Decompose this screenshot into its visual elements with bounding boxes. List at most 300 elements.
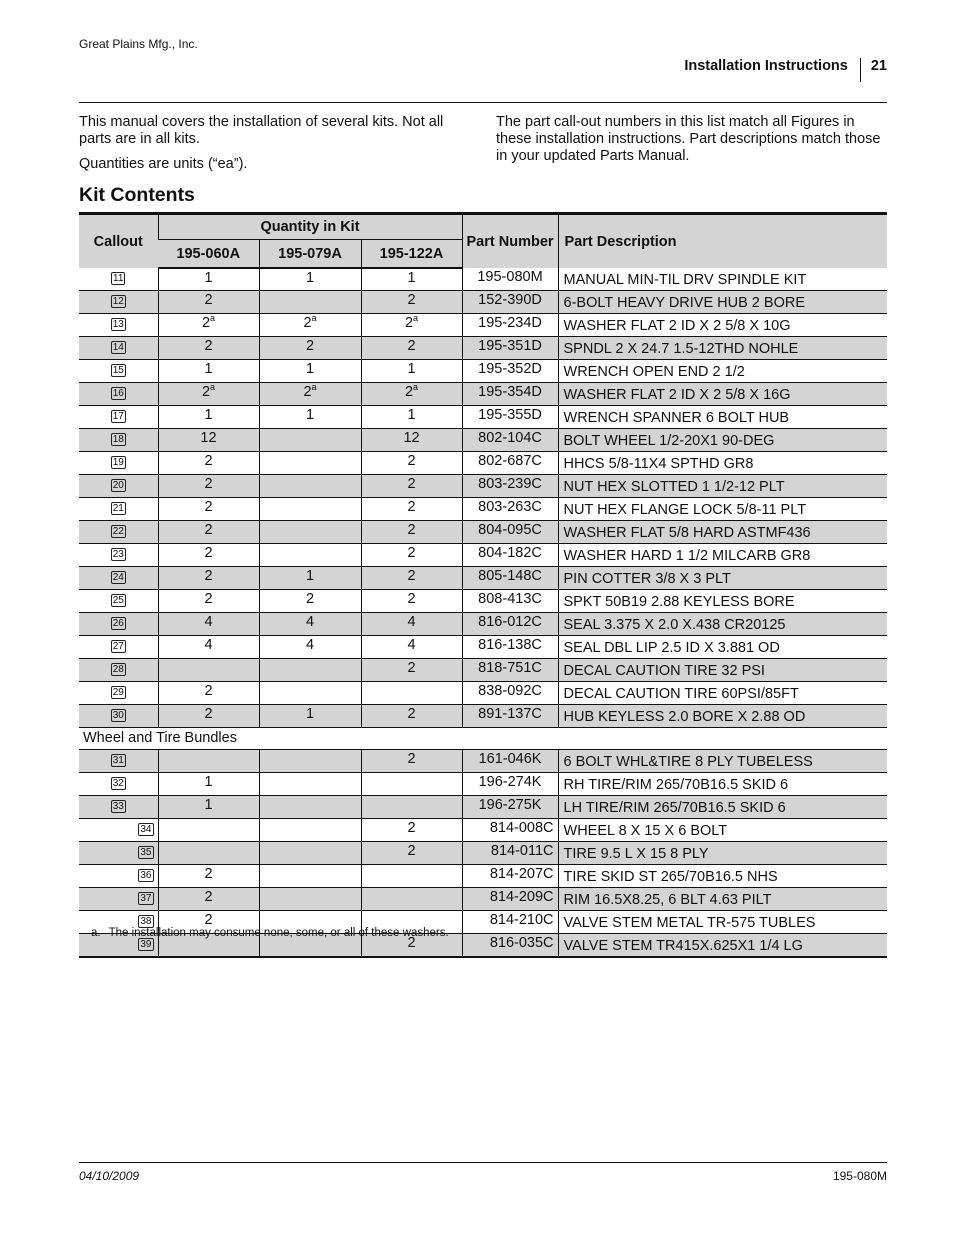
quantity-cell bbox=[158, 888, 259, 911]
table-row bbox=[79, 314, 887, 337]
callout-cell bbox=[79, 796, 158, 819]
header-kit-195-060a: 195-060A bbox=[158, 240, 259, 269]
description-cell bbox=[558, 819, 887, 842]
callout-number: 12 bbox=[112, 296, 124, 307]
quantity-cell bbox=[259, 406, 361, 429]
callout-cell bbox=[79, 590, 158, 613]
quantity-value: 4 bbox=[407, 637, 416, 653]
quantity-cell bbox=[158, 682, 259, 705]
quantity-cell bbox=[158, 383, 259, 406]
description-cell bbox=[558, 659, 887, 682]
table-row bbox=[79, 796, 887, 819]
quantity-value: 1 bbox=[204, 361, 213, 377]
description-cell bbox=[558, 360, 887, 383]
quantity-cell bbox=[158, 429, 259, 452]
header-kit-195-079a: 195-079A bbox=[259, 240, 361, 269]
quantity-value: 2 bbox=[204, 889, 213, 905]
quantity-value: 4 bbox=[204, 637, 213, 653]
quantity-cell bbox=[361, 865, 462, 888]
quantity-cell bbox=[361, 452, 462, 475]
part-description: MANUAL MIN-TIL DRV SPINDLE KIT bbox=[563, 272, 807, 288]
description-cell bbox=[558, 590, 887, 613]
header-kit-195-122a: 195-122A bbox=[361, 240, 462, 269]
quantity-cell bbox=[259, 360, 361, 383]
quantity-cell bbox=[158, 842, 259, 865]
callout-cell bbox=[79, 452, 158, 475]
quantity-cell bbox=[158, 544, 259, 567]
callout-cell bbox=[79, 521, 158, 544]
part-description: SEAL 3.375 X 2.0 X.438 CR20125 bbox=[563, 617, 786, 633]
part-number-cell: 802-104C bbox=[462, 429, 558, 452]
part-description: WASHER FLAT 2 ID X 2 5/8 X 16G bbox=[563, 387, 791, 403]
callout-number: 27 bbox=[112, 641, 124, 652]
callout-cell bbox=[79, 819, 158, 842]
quantity-cell bbox=[361, 360, 462, 383]
quantity-value: 2 bbox=[407, 935, 416, 951]
part-number-cell: 818-751C bbox=[462, 659, 558, 682]
description-cell bbox=[558, 911, 887, 934]
callout-number: 19 bbox=[112, 457, 124, 468]
intro-paragraph: The part call-out numbers in this list match all Figures in these installation instructions. Part descriptions match those in your updated Parts Manual. bbox=[496, 114, 881, 164]
quantity-value: 12 bbox=[403, 430, 420, 446]
quantity-value: 2 bbox=[407, 591, 416, 607]
quantity-cell bbox=[259, 705, 361, 728]
callout-number: 13 bbox=[112, 319, 124, 330]
footnote-marker: a bbox=[413, 313, 419, 324]
part-description: WRENCH SPANNER 6 BOLT HUB bbox=[563, 410, 790, 426]
quantity-value: 2 bbox=[204, 706, 213, 722]
part-description: SPNDL 2 X 24.7 1.5-12THD NOHLE bbox=[563, 341, 799, 357]
description-cell bbox=[558, 796, 887, 819]
quantity-value: 1 bbox=[305, 270, 315, 286]
quantity-cell bbox=[361, 268, 462, 291]
part-description: 6-BOLT HEAVY DRIVE HUB 2 BORE bbox=[563, 295, 805, 311]
part-number-cell: 195-234D bbox=[462, 314, 558, 337]
quantity-value: 1 bbox=[204, 407, 213, 423]
callout-number: 22 bbox=[112, 526, 124, 537]
description-cell bbox=[558, 452, 887, 475]
part-number-cell: 802-687C bbox=[462, 452, 558, 475]
callout-number: 30 bbox=[112, 710, 124, 721]
part-description: DECAL CAUTION TIRE 60PSI/85FT bbox=[563, 686, 799, 702]
quantity-value: 2 bbox=[204, 545, 213, 561]
callout-cell bbox=[79, 498, 158, 521]
description-cell bbox=[558, 636, 887, 659]
quantity-cell bbox=[361, 521, 462, 544]
description-cell bbox=[558, 521, 887, 544]
quantity-value: 2 bbox=[407, 499, 416, 515]
quantity-value: 1 bbox=[204, 774, 213, 790]
table-row bbox=[79, 750, 887, 773]
quantity-value: 1 bbox=[305, 706, 315, 722]
table-row bbox=[79, 865, 887, 888]
part-description: BOLT WHEEL 1/2-20X1 90-DEG bbox=[563, 433, 775, 449]
callout-number: 33 bbox=[112, 801, 124, 812]
part-number-cell: 152-390D bbox=[462, 291, 558, 314]
quantity-cell bbox=[158, 750, 259, 773]
quantity-value: 1 bbox=[305, 361, 315, 377]
quantity-cell bbox=[158, 613, 259, 636]
callout-cell bbox=[79, 291, 158, 314]
part-description: PIN COTTER 3/8 X 3 PLT bbox=[563, 571, 731, 587]
part-description: WASHER HARD 1 1/2 MILCARB GR8 bbox=[563, 548, 811, 564]
quantity-cell bbox=[259, 842, 361, 865]
quantity-cell bbox=[158, 705, 259, 728]
callout-cell bbox=[79, 613, 158, 636]
intro-paragraph: Quantities are units (“ea”). bbox=[79, 156, 248, 172]
quantity-value: 4 bbox=[305, 637, 315, 653]
quantity-value: 2 bbox=[204, 866, 213, 882]
quantity-cell bbox=[158, 521, 259, 544]
quantity-value: 2 bbox=[204, 912, 213, 928]
part-number-cell: 195-354D bbox=[462, 383, 558, 406]
quantity-cell bbox=[158, 291, 259, 314]
part-description: RH TIRE/RIM 265/70B16.5 SKID 6 bbox=[563, 777, 789, 793]
quantity-cell bbox=[361, 291, 462, 314]
part-description: SPKT 50B19 2.88 KEYLESS BORE bbox=[563, 594, 795, 610]
part-description: WRENCH OPEN END 2 1/2 bbox=[563, 364, 745, 380]
part-number-cell: 814-207C bbox=[462, 865, 558, 888]
quantity-cell bbox=[361, 613, 462, 636]
table-row bbox=[79, 475, 887, 498]
quantity-cell bbox=[361, 567, 462, 590]
quantity-cell bbox=[361, 590, 462, 613]
quantity-value: 2 bbox=[201, 384, 211, 400]
quantity-cell bbox=[361, 659, 462, 682]
table-row bbox=[79, 659, 887, 682]
intro-left-column bbox=[79, 114, 474, 181]
quantity-cell bbox=[259, 865, 361, 888]
quantity-cell bbox=[259, 268, 361, 291]
footnote-marker: a bbox=[210, 313, 216, 324]
part-description: TIRE SKID ST 265/70B16.5 NHS bbox=[563, 869, 778, 885]
quantity-value: 4 bbox=[407, 614, 416, 630]
part-description: NUT HEX FLANGE LOCK 5/8-11 PLT bbox=[563, 502, 807, 518]
description-cell bbox=[558, 888, 887, 911]
callout-number: 28 bbox=[112, 664, 124, 675]
quantity-value: 2 bbox=[204, 568, 213, 584]
quantity-value: 2 bbox=[204, 522, 213, 538]
part-number-cell: 816-138C bbox=[462, 636, 558, 659]
quantity-cell bbox=[158, 590, 259, 613]
section-label: Installation Instructions bbox=[684, 58, 848, 74]
quantity-value: 2 bbox=[305, 591, 315, 607]
description-cell bbox=[558, 567, 887, 590]
quantity-cell bbox=[361, 705, 462, 728]
quantity-cell bbox=[158, 360, 259, 383]
table-row bbox=[79, 567, 887, 590]
callout-number: 34 bbox=[140, 824, 152, 835]
part-description: WASHER FLAT 5/8 HARD ASTMF436 bbox=[563, 525, 811, 541]
quantity-cell bbox=[259, 521, 361, 544]
quantity-cell bbox=[361, 544, 462, 567]
quantity-cell bbox=[361, 773, 462, 796]
part-description: RIM 16.5X8.25, 6 BLT 4.63 PILT bbox=[563, 892, 772, 908]
quantity-cell bbox=[158, 498, 259, 521]
footnote bbox=[91, 927, 449, 939]
description-cell bbox=[558, 475, 887, 498]
description-cell bbox=[558, 613, 887, 636]
quantity-cell bbox=[361, 842, 462, 865]
quantity-value: 2 bbox=[204, 292, 213, 308]
table-row bbox=[79, 636, 887, 659]
description-cell bbox=[558, 429, 887, 452]
part-description: NUT HEX SLOTTED 1 1/2-12 PLT bbox=[563, 479, 785, 495]
part-number-cell: 195-352D bbox=[462, 360, 558, 383]
footer-doc-number: 195-080M bbox=[832, 1169, 887, 1183]
part-description: SEAL DBL LIP 2.5 ID X 3.881 OD bbox=[563, 640, 780, 656]
part-number-cell: 814-008C bbox=[462, 819, 558, 842]
part-description: HHCS 5/8-11X4 SPTHD GR8 bbox=[563, 456, 754, 472]
quantity-value: 12 bbox=[200, 430, 217, 446]
callout-number: 18 bbox=[112, 434, 124, 445]
part-number-cell: 803-263C bbox=[462, 498, 558, 521]
description-cell bbox=[558, 498, 887, 521]
quantity-cell bbox=[259, 590, 361, 613]
quantity-cell bbox=[259, 567, 361, 590]
quantity-value: 1 bbox=[407, 361, 416, 377]
description-cell bbox=[558, 291, 887, 314]
page-number: 21 bbox=[870, 58, 887, 74]
quantity-value: 1 bbox=[305, 407, 315, 423]
callout-cell bbox=[79, 314, 158, 337]
quantity-cell bbox=[259, 888, 361, 911]
quantity-cell bbox=[361, 406, 462, 429]
page-header bbox=[684, 58, 887, 82]
table-row bbox=[79, 291, 887, 314]
part-number-cell: 814-209C bbox=[462, 888, 558, 911]
quantity-cell bbox=[361, 796, 462, 819]
callout-number: 29 bbox=[112, 687, 124, 698]
quantity-value: 2 bbox=[407, 843, 416, 859]
callout-number: 38 bbox=[140, 916, 152, 927]
callout-cell bbox=[79, 429, 158, 452]
quantity-value: 2 bbox=[404, 315, 414, 331]
callout-number: 32 bbox=[112, 778, 124, 789]
quantity-cell bbox=[361, 682, 462, 705]
part-number-cell: 808-413C bbox=[462, 590, 558, 613]
quantity-value: 2 bbox=[204, 338, 213, 354]
footer-rule bbox=[79, 1162, 887, 1163]
quantity-value: 1 bbox=[204, 797, 213, 813]
part-description: VALVE STEM METAL TR-575 TUBLES bbox=[563, 915, 816, 931]
part-description: 6 BOLT WHL&TIRE 8 PLY TUBELESS bbox=[563, 754, 813, 770]
table-row bbox=[79, 613, 887, 636]
quantity-value: 2 bbox=[407, 522, 416, 538]
kit-contents-table bbox=[79, 212, 887, 958]
callout-number: 17 bbox=[112, 411, 124, 422]
table-row bbox=[79, 360, 887, 383]
part-number-cell: 196-274K bbox=[462, 773, 558, 796]
footnote-marker: a bbox=[311, 382, 317, 393]
quantity-value: 2 bbox=[305, 338, 315, 354]
callout-cell bbox=[79, 268, 158, 291]
description-cell bbox=[558, 705, 887, 728]
description-cell bbox=[558, 682, 887, 705]
quantity-cell bbox=[361, 337, 462, 360]
quantity-value: 1 bbox=[407, 407, 416, 423]
header-part-number: Part Number bbox=[462, 214, 558, 269]
table-row bbox=[79, 705, 887, 728]
quantity-value: 1 bbox=[407, 270, 416, 286]
quantity-value: 2 bbox=[303, 384, 312, 400]
footnote-marker: a bbox=[413, 382, 419, 393]
part-number-cell: 816-035C bbox=[462, 934, 558, 958]
part-number-cell: 891-137C bbox=[462, 705, 558, 728]
quantity-value: 4 bbox=[305, 614, 315, 630]
company-name: Great Plains Mfg., Inc. bbox=[79, 37, 198, 51]
table-row bbox=[79, 337, 887, 360]
quantity-cell bbox=[158, 819, 259, 842]
part-description: WHEEL 8 X 15 X 6 BOLT bbox=[563, 823, 728, 839]
table-row bbox=[79, 773, 887, 796]
quantity-cell bbox=[158, 659, 259, 682]
callout-cell bbox=[79, 773, 158, 796]
quantity-cell bbox=[158, 773, 259, 796]
part-description: VALVE STEM TR415X.625X1 1/4 LG bbox=[563, 938, 803, 954]
callout-cell bbox=[79, 865, 158, 888]
callout-cell bbox=[79, 383, 158, 406]
quantity-cell bbox=[158, 337, 259, 360]
quantity-value: 2 bbox=[204, 499, 213, 515]
subheading-row bbox=[79, 728, 887, 750]
part-number-cell: 803-239C bbox=[462, 475, 558, 498]
part-number-cell: 814-210C bbox=[462, 911, 558, 934]
quantity-cell bbox=[259, 544, 361, 567]
quantity-cell bbox=[259, 383, 361, 406]
quantity-value: 2 bbox=[407, 820, 416, 836]
quantity-cell bbox=[158, 865, 259, 888]
callout-number: 39 bbox=[140, 939, 152, 950]
table-row bbox=[79, 429, 887, 452]
quantity-cell bbox=[259, 819, 361, 842]
quantity-cell bbox=[361, 383, 462, 406]
table-row bbox=[79, 521, 887, 544]
quantity-cell bbox=[259, 773, 361, 796]
quantity-value: 2 bbox=[404, 384, 414, 400]
part-number-cell: 814-011C bbox=[462, 842, 558, 865]
subheading: Wheel and Tire Bundles bbox=[79, 728, 887, 750]
quantity-cell bbox=[259, 429, 361, 452]
section-title: Kit Contents bbox=[79, 184, 195, 206]
header-quantity-in-kit: Quantity in Kit bbox=[158, 214, 462, 240]
part-number-cell: 816-012C bbox=[462, 613, 558, 636]
part-number-cell: 195-355D bbox=[462, 406, 558, 429]
callout-number: 11 bbox=[113, 273, 124, 284]
description-cell bbox=[558, 750, 887, 773]
callout-cell bbox=[79, 842, 158, 865]
footer-date: 04/10/2009 bbox=[79, 1169, 140, 1183]
table-row bbox=[79, 819, 887, 842]
quantity-cell bbox=[361, 750, 462, 773]
header-rule bbox=[79, 102, 887, 103]
quantity-cell bbox=[361, 819, 462, 842]
quantity-cell bbox=[259, 682, 361, 705]
quantity-value: 2 bbox=[303, 315, 312, 331]
description-cell bbox=[558, 865, 887, 888]
part-number-cell: 804-182C bbox=[462, 544, 558, 567]
quantity-value: 2 bbox=[407, 292, 416, 308]
callout-cell bbox=[79, 406, 158, 429]
quantity-cell bbox=[361, 314, 462, 337]
quantity-cell bbox=[259, 475, 361, 498]
quantity-cell bbox=[158, 406, 259, 429]
callout-number: 26 bbox=[112, 618, 124, 629]
quantity-cell bbox=[259, 613, 361, 636]
callout-number: 16 bbox=[112, 388, 124, 399]
callout-number: 36 bbox=[140, 870, 152, 881]
callout-cell bbox=[79, 636, 158, 659]
callout-number: 31 bbox=[112, 755, 124, 766]
callout-cell bbox=[79, 360, 158, 383]
part-description: LH TIRE/RIM 265/70B16.5 SKID 6 bbox=[563, 800, 786, 816]
part-number-cell: 804-095C bbox=[462, 521, 558, 544]
description-cell bbox=[558, 337, 887, 360]
description-cell bbox=[558, 268, 887, 291]
quantity-value: 2 bbox=[407, 476, 416, 492]
description-cell bbox=[558, 314, 887, 337]
quantity-cell bbox=[158, 475, 259, 498]
quantity-cell bbox=[361, 429, 462, 452]
callout-cell bbox=[79, 544, 158, 567]
quantity-value: 2 bbox=[204, 683, 213, 699]
quantity-cell bbox=[259, 337, 361, 360]
callout-number: 21 bbox=[112, 503, 124, 514]
table-row bbox=[79, 842, 887, 865]
callout-cell bbox=[79, 682, 158, 705]
quantity-cell bbox=[158, 796, 259, 819]
quantity-cell bbox=[158, 314, 259, 337]
quantity-cell bbox=[259, 291, 361, 314]
quantity-value: 4 bbox=[204, 614, 213, 630]
quantity-cell bbox=[361, 498, 462, 521]
table-row bbox=[79, 268, 887, 291]
callout-number: 37 bbox=[140, 893, 152, 904]
description-cell bbox=[558, 773, 887, 796]
intro-paragraph: This manual covers the installation of several kits. Not all parts are in all kits. bbox=[79, 114, 444, 147]
part-description: WASHER FLAT 2 ID X 2 5/8 X 10G bbox=[563, 318, 791, 334]
callout-cell bbox=[79, 888, 158, 911]
table-row bbox=[79, 544, 887, 567]
callout-cell bbox=[79, 337, 158, 360]
header-divider bbox=[860, 58, 861, 82]
part-number-cell: 196-275K bbox=[462, 796, 558, 819]
quantity-cell bbox=[259, 498, 361, 521]
table-row bbox=[79, 888, 887, 911]
quantity-value: 2 bbox=[407, 453, 416, 469]
quantity-value: 1 bbox=[305, 568, 315, 584]
footnote-letter: a. bbox=[91, 927, 101, 939]
part-number-cell: 161-046K bbox=[462, 750, 558, 773]
quantity-value: 2 bbox=[204, 591, 213, 607]
quantity-cell bbox=[259, 796, 361, 819]
intro-right-column bbox=[496, 114, 891, 165]
quantity-value: 2 bbox=[407, 545, 416, 561]
table-row bbox=[79, 406, 887, 429]
callout-number: 24 bbox=[112, 572, 124, 583]
callout-cell bbox=[79, 750, 158, 773]
quantity-cell bbox=[259, 659, 361, 682]
table-row bbox=[79, 590, 887, 613]
quantity-cell bbox=[259, 314, 361, 337]
quantity-cell bbox=[158, 636, 259, 659]
part-description: TIRE 9.5 L X 15 8 PLY bbox=[563, 846, 709, 862]
quantity-cell bbox=[158, 452, 259, 475]
quantity-value: 2 bbox=[407, 706, 416, 722]
callout-number: 14 bbox=[112, 342, 124, 353]
table-row bbox=[79, 452, 887, 475]
callout-cell bbox=[79, 475, 158, 498]
